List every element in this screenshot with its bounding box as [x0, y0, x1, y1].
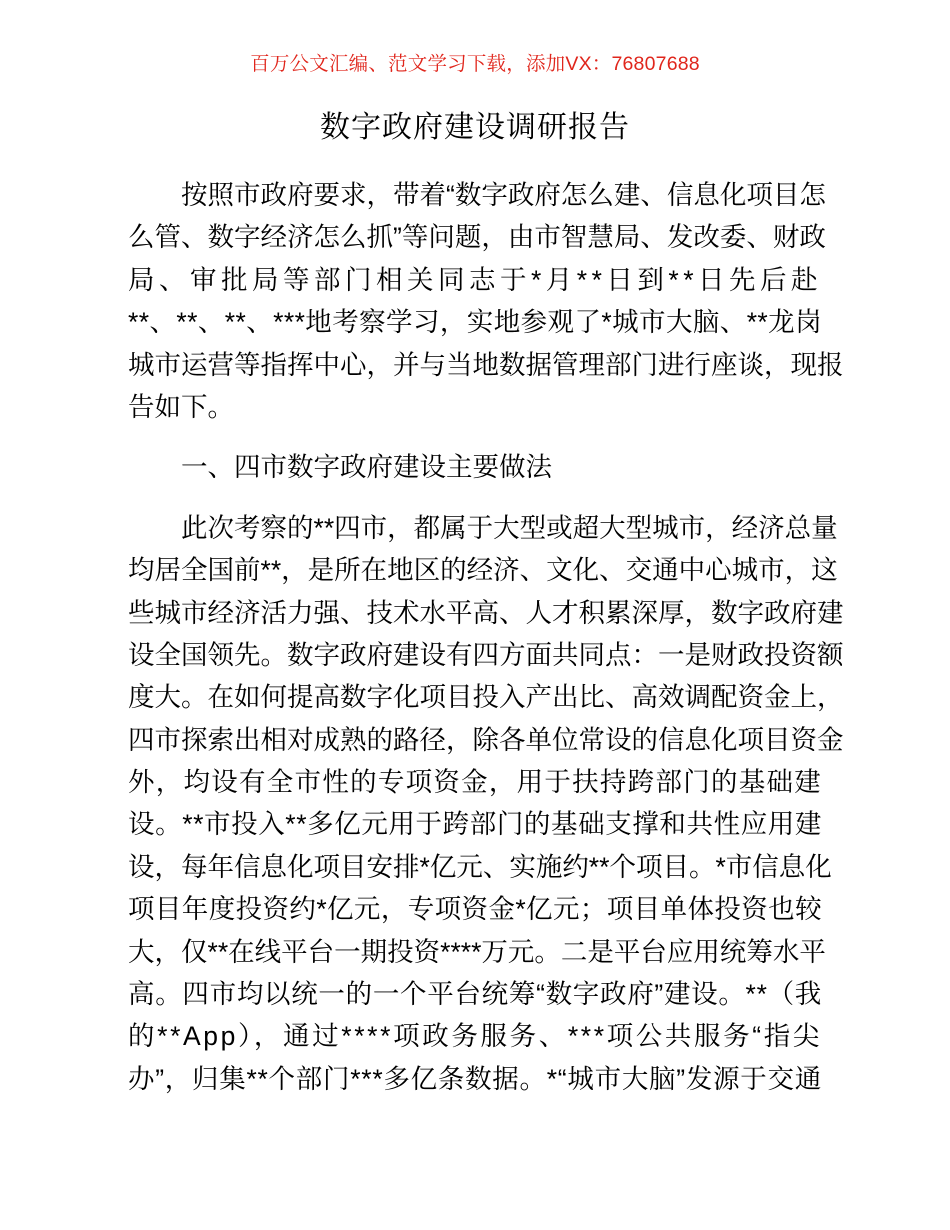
paragraph-line: [128, 216, 826, 258]
line-text: 按照市政府要求，带着“数字政府怎么建、信息化项目怎: [181, 180, 826, 210]
line-text: 些城市经济活力强、技术水平高、人才积累深厚，数字政府建: [128, 597, 844, 628]
line-text: 告如下。: [128, 391, 234, 422]
paragraph-line: [128, 634, 844, 676]
paragraph-line: [128, 592, 844, 634]
promo-banner-text: 百万公文汇编、范文学习下载，添加VX：76807688: [250, 53, 700, 75]
section-heading: 一、四市数字政府建设主要做法: [181, 452, 552, 483]
line-text: 均居全国前**，是所在地区的经济、文化、交通中心城市，这: [128, 555, 838, 586]
paragraph-line: [128, 301, 822, 343]
line-text: 外，均设有全市性的专项资金，用于扶持跨部门的基础建: [128, 767, 822, 798]
paragraph-line: [128, 719, 844, 761]
document-body: [128, 104, 844, 1100]
paragraph-line: [128, 973, 822, 1015]
paragraph-line: [128, 803, 822, 845]
line-text: 高。四市均以统一的一个平台统筹“数字政府”建设。**（我: [128, 979, 822, 1010]
paragraph-line: [128, 931, 826, 973]
heading-gap: [128, 489, 822, 507]
paragraph-line: [128, 846, 832, 888]
line-text: 四市探索出相对成熟的路径，除各单位常设的信息化项目资金: [128, 724, 844, 755]
paragraph-line: [128, 259, 822, 301]
paragraph-line: [128, 344, 844, 386]
line-text: 度大。在如何提高数字化项目投入产出比、高效调配资金上，: [128, 682, 844, 713]
line-text: 办”，归集**个部门***多亿条数据。*“城市大脑”发源于交通: [128, 1063, 822, 1094]
paragraph-line: [128, 549, 838, 591]
paragraph-line: [128, 1015, 822, 1057]
paragraph-line: [128, 761, 822, 803]
line-text: 项目年度投资约*亿元，专项资金*亿元；项目单体投资也较: [128, 894, 822, 925]
line-text: 么管、数字经济怎么抓”等问题，由市智慧局、发改委、财政: [128, 222, 826, 253]
paragraph-line: [128, 1058, 822, 1100]
line-text: 此次考察的**四市，都属于大型或超大型城市，经济总量: [181, 512, 838, 543]
paragraph-line: [128, 174, 826, 216]
line-text: **、**、**、***地考察学习，实地参观了*城市大脑、**龙岗: [128, 307, 822, 338]
line-text: 局、审批局等部门相关同志于*月**日到**日先后赴: [128, 264, 822, 295]
paragraph-line: [128, 386, 822, 428]
paragraph-gap: [128, 428, 822, 446]
line-text: 的**App），通过****项政务服务、***项公共服务“指尖: [128, 1021, 822, 1052]
line-text: 设，每年信息化项目安排*亿元、实施约**个项目。*市信息化: [128, 851, 832, 882]
promo-banner: [0, 50, 950, 78]
line-text: 城市运营等指挥中心，并与当地数据管理部门进行座谈，现报: [128, 349, 844, 380]
line-text: 设。**市投入**多亿元用于跨部门的基础支撑和共性应用建: [128, 809, 822, 840]
page-title: 数字政府建设调研报告: [320, 111, 630, 144]
paragraph-intro: [128, 174, 844, 428]
paragraph-line: [128, 507, 838, 549]
paragraph-findings: [128, 507, 844, 1100]
paragraph-line: [128, 676, 844, 718]
line-text: 设全国领先。数字政府建设有四方面共同点：一是财政投资额: [128, 639, 844, 670]
line-text: 大，仅**在线平台一期投资****万元。二是平台应用统筹水平: [128, 936, 826, 967]
title-spacer: [128, 160, 822, 174]
paragraph-line: [128, 888, 822, 930]
